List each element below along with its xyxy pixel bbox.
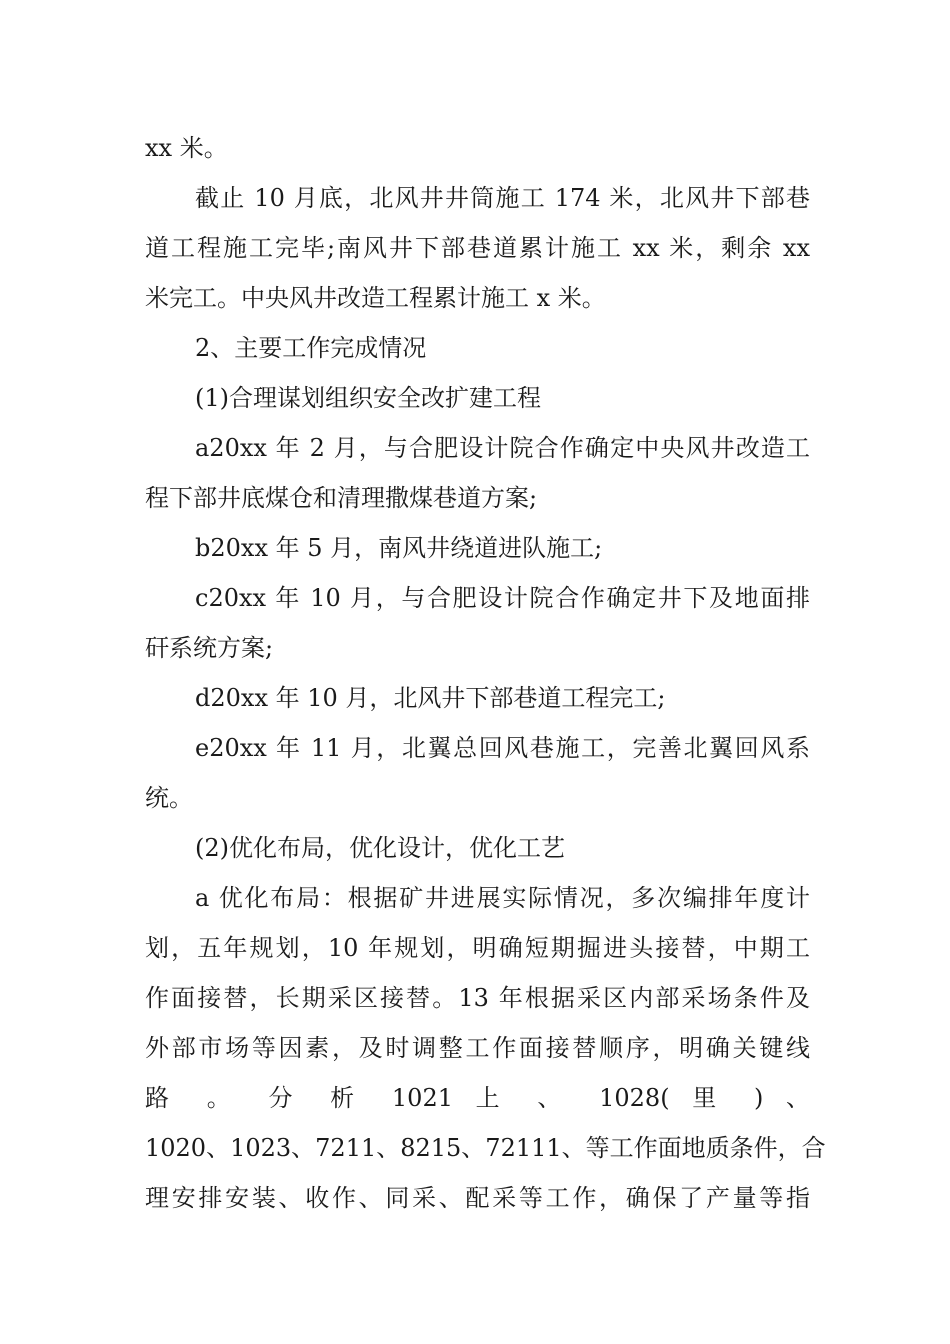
subsection-heading: (2)优化布局，优化设计，优化工艺 — [195, 834, 565, 862]
paragraph-line: 截止 10 月底，北风井井筒施工 174 米，北风井下部巷 — [195, 184, 810, 212]
paragraph-line: 理安排安装、收作、同采、配采等工作，确保了产量等指 — [145, 1184, 810, 1212]
paragraph-line: 1020、1023、7211、8215、72111、等工作面地质条件，合 — [145, 1134, 826, 1162]
list-item-line: 矸系统方案; — [145, 634, 274, 662]
list-item-line: e20xx 年 11 月，北翼总回风巷施工，完善北翼回风系 — [195, 734, 810, 762]
paragraph-line: 米完工。中央风井改造工程累计施工 x 米。 — [145, 284, 606, 312]
list-item-line: 统。 — [145, 784, 193, 812]
list-item-line: a20xx 年 2 月，与合肥设计院合作确定中央风井改造工 — [195, 434, 810, 462]
paragraph-line: 路 。 分 析 1021 上 、 1028( 里 ) 、 — [145, 1084, 810, 1112]
list-item-line: b20xx 年 5 月，南风井绕道进队施工; — [195, 534, 603, 562]
paragraph-line: 外部市场等因素，及时调整工作面接替顺序，明确关键线 — [145, 1034, 810, 1062]
subsection-heading: (1)合理谋划组织安全改扩建工程 — [195, 384, 541, 412]
text-line: xx 米。 — [145, 134, 228, 162]
list-item-line: c20xx 年 10 月，与合肥设计院合作确定井下及地面排 — [195, 584, 810, 612]
paragraph-line: 道工程施工完毕;南风井下部巷道累计施工 xx 米，剩余 xx — [145, 234, 810, 262]
paragraph-line: 划，五年规划，10 年规划，明确短期掘进头接替，中期工 — [145, 934, 810, 962]
paragraph-line: a 优化布局：根据矿井进展实际情况，多次编排年度计 — [195, 884, 810, 912]
section-heading: 2、主要工作完成情况 — [195, 334, 427, 362]
list-item-line: d20xx 年 10 月，北风井下部巷道工程完工; — [195, 684, 666, 712]
paragraph-line: 作面接替，长期采区接替。13 年根据采区内部采场条件及 — [145, 984, 810, 1012]
list-item-line: 程下部井底煤仓和清理撒煤巷道方案; — [145, 484, 538, 512]
